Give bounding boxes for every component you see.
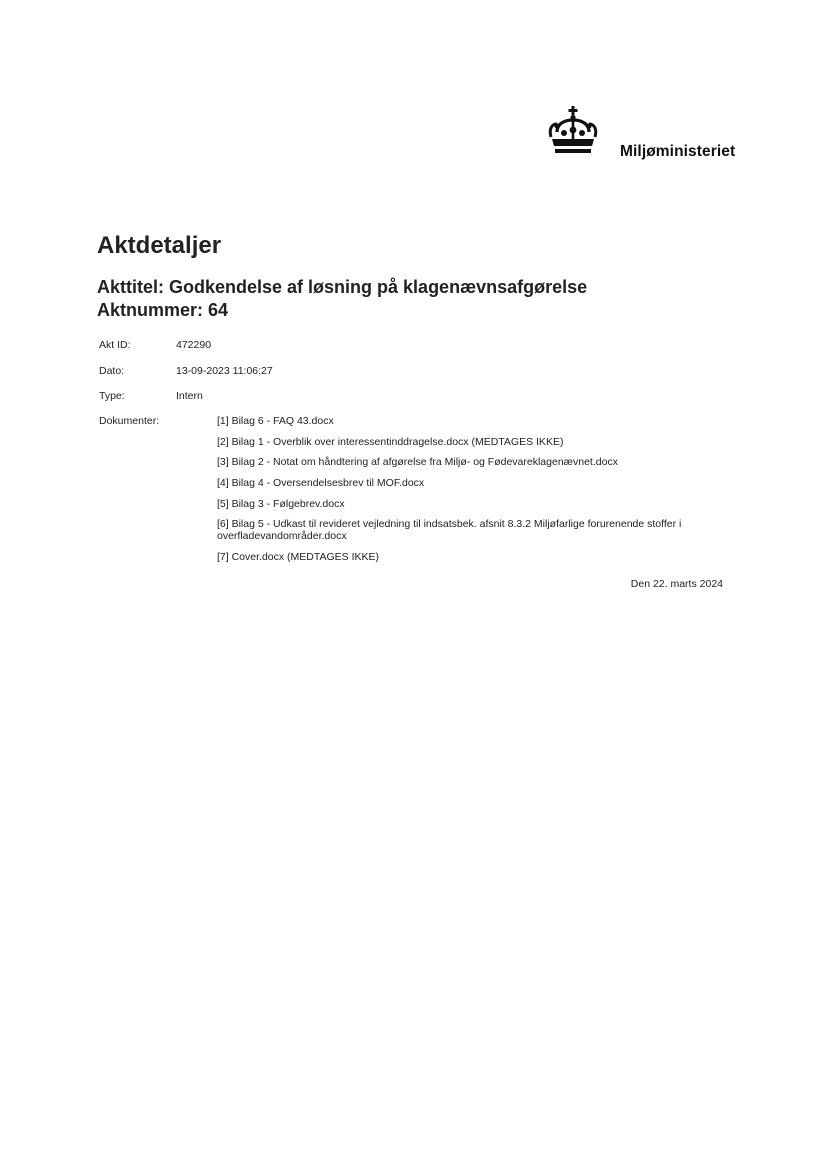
- ministry-name: Miljøministeriet: [620, 143, 736, 160]
- document-item-5: [5] Bilag 3 - Følgebrev.docx: [217, 497, 345, 510]
- dato-label: Dato:: [99, 365, 125, 377]
- dato-value: 13-09-2023 11:06:27: [176, 365, 273, 377]
- ministry-logo: [548, 106, 748, 162]
- document-item-3: [3] Bilag 2 - Notat om håndtering af afgørelse fra Miljø- og Fødevareklagenævnet.docx: [217, 456, 618, 469]
- type-label: Type:: [99, 390, 125, 402]
- document-item-6: [6] Bilag 5 - Udkast til revideret vejledning til indsatsbek. afsnit 8.3.2 Miljøfarlige forurenende stoffer i overfladevandområder.docx: [217, 518, 682, 543]
- document-item-1: [1] Bilag 6 - FAQ 43.docx: [217, 415, 334, 427]
- document-item-2: [2] Bilag 1 - Overblik over interessentinddragelse.docx (MEDTAGES IKKE): [217, 435, 564, 448]
- footer-date: Den 22. marts 2024: [630, 578, 723, 590]
- aktnummer: Aktnummer: 64: [97, 300, 229, 320]
- akt-id-value: 472290: [176, 339, 212, 351]
- document-list: [217, 415, 737, 572]
- document-item-7: [7] Cover.docx (MEDTAGES IKKE): [217, 551, 380, 564]
- page-title: Aktdetaljer: [97, 232, 222, 259]
- akttitel: Akttitel: Godkendelse af løsning på klagenævnsafgørelse: [97, 277, 588, 297]
- dokumenter-label: Dokumenter:: [99, 415, 160, 427]
- type-value: Intern: [176, 390, 203, 402]
- document-item-4: [4] Bilag 4 - Oversendelsesbrev til MOF.docx: [217, 477, 425, 490]
- crown-icon: [548, 106, 598, 158]
- akt-id-label: Akt ID:: [99, 339, 131, 351]
